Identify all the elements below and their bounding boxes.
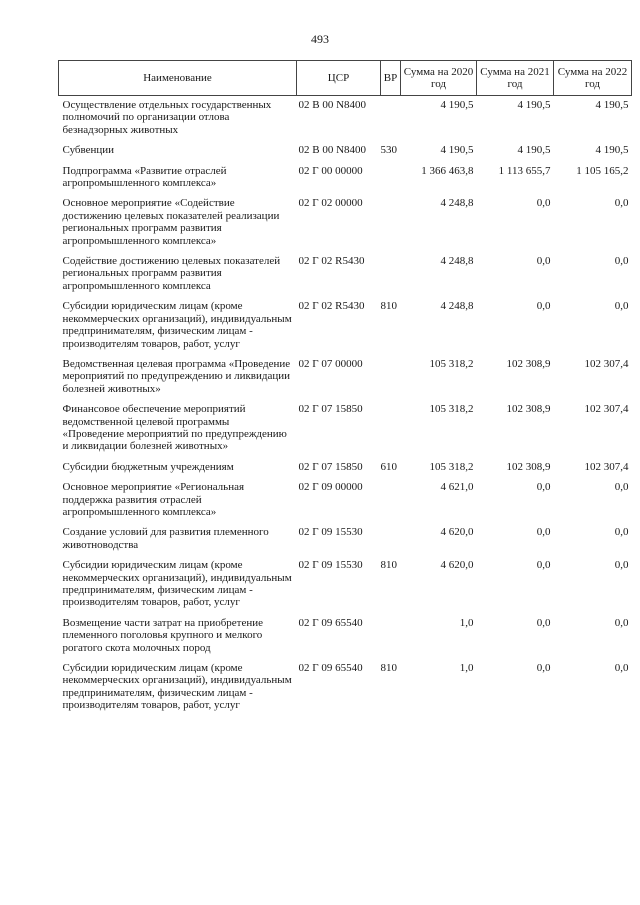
table-row: [59, 96, 632, 142]
row-name: Создание условий для развития племенного животноводства: [62, 526, 269, 551]
row-name: Подпрограмма «Развитие отраслей агропромышленного комплекса»: [62, 164, 227, 190]
row-sum-2021: 102 308,9: [506, 357, 551, 370]
row-vr-code: [381, 400, 401, 458]
row-sum-2022: 0,0: [614, 300, 629, 313]
header-name: Наименование: [59, 61, 297, 96]
row-csr-code: 02 Г 09 00000: [298, 481, 363, 494]
row-sum-2020: 105 318,2: [429, 357, 474, 370]
row-vr-code: [381, 96, 401, 142]
row-sum-2020: 1 366 463,8: [421, 164, 474, 177]
row-sum-2021: 0,0: [536, 616, 551, 629]
row-sum-2022: 0,0: [614, 662, 629, 675]
table-row: [59, 194, 632, 252]
row-sum-2021: 102 308,9: [506, 460, 551, 473]
row-sum-2020: 4 621,0: [440, 481, 474, 494]
row-vr-code: [381, 355, 401, 400]
table-row: [59, 458, 632, 478]
table-row: [59, 355, 632, 400]
row-sum-2022: 102 307,4: [584, 403, 629, 416]
row-vr-code: [381, 162, 401, 195]
row-sum-2020: 4 620,0: [440, 526, 474, 539]
header-vr: ВР: [381, 61, 401, 96]
row-csr-code: 02 Г 09 15530: [298, 526, 363, 539]
row-sum-2020: 4 248,8: [440, 197, 474, 210]
row-sum-2022: 0,0: [614, 526, 629, 539]
row-sum-2021: 0,0: [536, 526, 551, 539]
row-sum-2020: 4 190,5: [440, 144, 474, 157]
row-sum-2022: 0,0: [614, 481, 629, 494]
row-name: Содействие достижению целевых показателей региональных программ развития агропромышленного комплекса: [62, 255, 281, 292]
table-body: [59, 96, 632, 717]
row-csr-code: 02 Г 09 65540: [298, 616, 363, 629]
row-csr-code: 02 В 00 N8400: [298, 99, 367, 111]
row-csr-code: 02 Г 02 R5430: [298, 300, 365, 313]
row-sum-2022: 1 105 165,2: [576, 164, 629, 177]
row-vr-code: 810: [380, 662, 397, 675]
row-vr-code: 610: [380, 460, 397, 473]
header-sum-2020: Сумма на 2020 год: [401, 61, 477, 96]
row-sum-2020: 105 318,2: [429, 403, 474, 416]
row-sum-2022: 4 190,5: [595, 144, 629, 157]
row-csr-code: 02 Г 07 00000: [298, 357, 363, 370]
header-sum-2022: Сумма на 2022 год: [554, 61, 632, 96]
row-name: Субсидии юридическим лицам (кроме некоммерческих организаций), индивидуальным предпринимателям, физическим лицам - производителям товаров, работ, услуг: [62, 559, 292, 609]
row-sum-2020: 4 248,8: [440, 255, 474, 268]
row-sum-2022: 4 190,5: [595, 99, 629, 111]
row-csr-code: 02 Г 02 R5430: [298, 255, 365, 268]
row-sum-2021: 0,0: [536, 197, 551, 210]
row-sum-2022: 0,0: [614, 197, 629, 210]
row-sum-2020: 105 318,2: [429, 460, 474, 473]
row-csr-code: 02 Г 00 00000: [298, 164, 363, 177]
row-csr-code: 02 В 00 N8400: [298, 144, 367, 157]
row-sum-2022: 0,0: [614, 559, 629, 572]
row-sum-2020: 1,0: [459, 662, 474, 675]
row-vr-code: 530: [380, 144, 397, 157]
row-name: Возмещение части затрат на приобретение племенного поголовья крупного и мелкого рогатого скота молочных пород: [62, 616, 264, 654]
row-vr-code: [381, 252, 401, 297]
table-row: [59, 478, 632, 523]
row-sum-2021: 102 308,9: [506, 403, 551, 416]
table-row: [59, 523, 632, 556]
row-name: Субсидии бюджетным учреждениям: [62, 460, 234, 473]
table-row: [59, 400, 632, 458]
row-csr-code: 02 Г 09 65540: [298, 662, 363, 675]
row-vr-code: 810: [380, 559, 397, 572]
row-name: Основное мероприятие «Региональная поддержка развития отраслей агропромышленного комплекса»: [62, 481, 245, 518]
header-csr: ЦСР: [297, 61, 381, 96]
row-sum-2021: 4 190,5: [517, 99, 551, 111]
row-vr-code: [381, 194, 401, 252]
row-csr-code: 02 Г 07 15850: [298, 403, 363, 416]
table-row: [59, 162, 632, 195]
row-sum-2022: 102 307,4: [584, 460, 629, 473]
row-vr-code: 810: [380, 300, 397, 313]
row-sum-2020: 4 620,0: [440, 559, 474, 572]
row-csr-code: 02 Г 07 15850: [298, 460, 363, 473]
table-header: [59, 61, 632, 96]
row-vr-code: [381, 478, 401, 523]
row-name: Субсидии юридическим лицам (кроме некоммерческих организаций), индивидуальным предпринимателям, физическим лицам - производителям товаров, работ, услуг: [62, 300, 292, 350]
row-sum-2021: 0,0: [536, 481, 551, 494]
row-vr-code: [381, 523, 401, 556]
row-sum-2021: 0,0: [536, 662, 551, 675]
table-row: [59, 659, 632, 717]
row-sum-2020: 1,0: [459, 616, 474, 629]
row-sum-2022: 0,0: [614, 255, 629, 268]
row-sum-2021: 0,0: [536, 300, 551, 313]
row-name: Основное мероприятие «Содействие достижению целевых показателей реализации региональных программ развития агропромышленного комплекса»: [62, 197, 280, 247]
table-row: [59, 556, 632, 614]
row-sum-2020: 4 248,8: [440, 300, 474, 313]
row-name: Финансовое обеспечение мероприятий ведомственной целевой программы «Проведение мероприятий по предупреждению и ликвидации болезней животных»: [62, 403, 287, 453]
row-csr-code: 02 Г 09 15530: [298, 559, 363, 572]
table-row: [59, 252, 632, 297]
budget-table-container: [58, 60, 631, 717]
row-name: Ведомственная целевая программа «Проведение мероприятий по предупреждению и ликвидации болезней животных»: [62, 357, 291, 395]
row-sum-2021: 0,0: [536, 559, 551, 572]
header-sum-2021: Сумма на 2021 год: [477, 61, 554, 96]
row-vr-code: [381, 614, 401, 659]
table-row: [59, 297, 632, 355]
table-row: [59, 614, 632, 659]
budget-table: [58, 60, 632, 717]
row-sum-2022: 0,0: [614, 616, 629, 629]
header-row: [59, 61, 632, 96]
row-name: Осуществление отдельных государственных полномочий по организации отлова безнадзорных животных: [62, 99, 272, 136]
page-number: 493: [311, 32, 329, 46]
row-name: Субвенции: [62, 144, 115, 157]
row-sum-2021: 4 190,5: [517, 144, 551, 157]
table-row: [59, 141, 632, 161]
row-csr-code: 02 Г 02 00000: [298, 197, 363, 210]
row-name: Субсидии юридическим лицам (кроме некоммерческих организаций), индивидуальным предпринимателям, физическим лицам - производителям товаров, работ, услуг: [62, 662, 292, 712]
row-sum-2021: 0,0: [536, 255, 551, 268]
row-sum-2020: 4 190,5: [440, 99, 474, 111]
row-sum-2022: 102 307,4: [584, 357, 629, 370]
row-sum-2021: 1 113 655,7: [498, 164, 551, 177]
